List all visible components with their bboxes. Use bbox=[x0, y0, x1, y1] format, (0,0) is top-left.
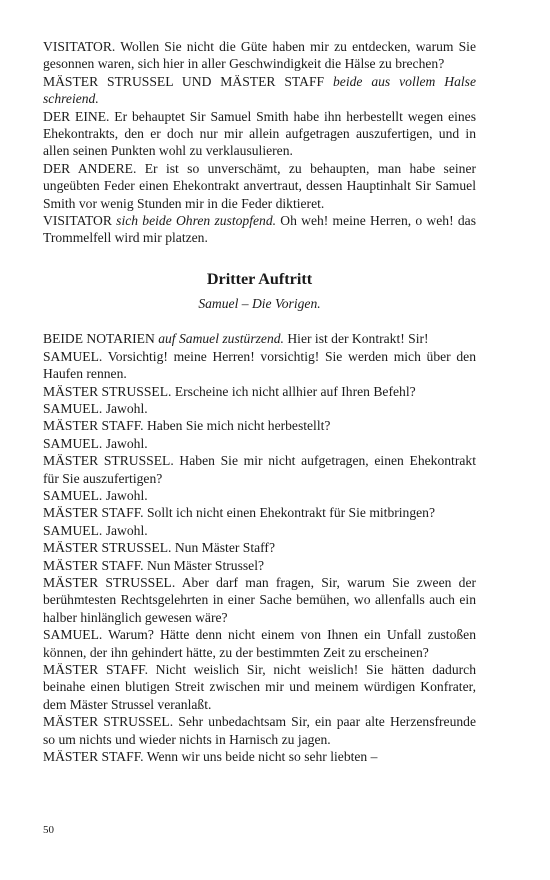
dialogue-line bbox=[43, 108, 476, 160]
speaker-name: MÄSTER STRUSSEL. bbox=[43, 383, 172, 399]
speaker-name: MÄSTER STRUSSEL UND MÄSTER STAFF bbox=[43, 73, 325, 89]
dialogue-line bbox=[43, 487, 476, 504]
speaker-name: MÄSTER STRUSSEL. bbox=[43, 574, 176, 590]
spoken-text: Nun Mäster Staff? bbox=[174, 540, 275, 556]
spoken-text: Wenn wir uns beide nicht so sehr liebten – bbox=[146, 749, 378, 765]
dialogue-line bbox=[43, 417, 476, 434]
dialogue-line bbox=[43, 748, 476, 765]
scene-title: Dritter Auftritt bbox=[206, 269, 313, 288]
speaker-name: SAMUEL. bbox=[43, 435, 103, 451]
spoken-text: Jawohl. bbox=[105, 487, 148, 503]
dialogue-line bbox=[43, 435, 476, 452]
speaker-name: VISITATOR. bbox=[43, 39, 116, 54]
dialogue-line bbox=[43, 557, 476, 574]
dialogue-before-scene bbox=[43, 38, 476, 247]
speaker-name: MÄSTER STRUSSEL. bbox=[43, 453, 174, 469]
speaker-name: SAMUEL. bbox=[43, 627, 103, 643]
speaker-name: SAMUEL. bbox=[43, 487, 103, 503]
spoken-text: Jawohl. bbox=[105, 522, 148, 538]
page-number: 50 bbox=[43, 824, 54, 836]
spoken-text: Nicht weislich Sir, nicht weislich! Sie hätten dadurch beinahe einen blutigen Streit zwischen mir und meinem würdigen Konfrater, dem Mäster Strussel veranlaßt. bbox=[43, 662, 476, 712]
speaker-name: BEIDE NOTARIEN bbox=[43, 331, 155, 347]
dialogue-line bbox=[43, 330, 476, 347]
spoken-text: Er behauptet Sir Samuel Smith habe ihn herbestellt wegen eines Ehekontrakts, den er doch nur mir allein aufgetragen auszufertigen, und in allen seinen Punkten wohl zu verklausulieren. bbox=[43, 108, 476, 159]
stage-direction: auf Samuel zustürzend. bbox=[158, 331, 284, 347]
spoken-text: Hier ist der Kontrakt! Sir! bbox=[287, 331, 429, 347]
spoken-text: Wollen Sie nicht die Güte haben mir zu entdecken, warum Sie gesonnen waren, sich hier in aller Geschwindigkeit die Hälse zu brechen? bbox=[43, 39, 476, 72]
spoken-text: Sehr unbedachtsam Sir, ein paar alte Herzensfreunde so um nichts und wieder nichts in Harnisch zu jagen. bbox=[43, 714, 477, 747]
speaker-name: DER ANDERE. bbox=[43, 160, 137, 176]
dialogue-line bbox=[43, 38, 476, 73]
speaker-name: SAMUEL. bbox=[43, 348, 103, 364]
spoken-text: Haben Sie mir nicht aufgetragen, einen Ehekontrakt für Sie auszufertigen? bbox=[43, 453, 476, 486]
spoken-text: Nun Mäster Strussel? bbox=[146, 557, 265, 573]
dialogue-line bbox=[43, 504, 476, 521]
dialogue-after-scene bbox=[43, 330, 476, 765]
dialogue-line bbox=[43, 400, 476, 417]
dialogue-line bbox=[43, 522, 476, 539]
spoken-text: Jawohl. bbox=[105, 435, 148, 451]
speaker-name: SAMUEL. bbox=[43, 400, 103, 416]
speaker-name: MÄSTER STAFF. bbox=[43, 418, 144, 434]
dialogue-line bbox=[43, 574, 476, 626]
scene-cast: Samuel – Die Vorigen. bbox=[198, 295, 321, 311]
spoken-text: Aber darf man fragen, Sir, warum Sie zween der berühmtesten Rechtsgelehrten in einer Sache bemühen, wo allenfalls auch ein halber hinlänglich gewesen wäre? bbox=[43, 574, 477, 625]
speaker-name: MÄSTER STAFF. bbox=[43, 749, 144, 765]
spoken-text: Erscheine ich nicht allhier auf Ihren Befehl? bbox=[174, 383, 416, 399]
spoken-text: Warum? Hätte denn nicht einem von Ihnen ein Unfall zustoßen können, der ihn gehindert hätte, zu der bestimmten Zeit zu erscheinen? bbox=[43, 627, 476, 660]
dialogue-line bbox=[43, 383, 476, 400]
spoken-text: Haben Sie mich nicht herbestellt? bbox=[146, 418, 331, 434]
spoken-text: Sollt ich nicht einen Ehekontrakt für Sie mitbringen? bbox=[146, 505, 436, 521]
dialogue-line bbox=[43, 160, 476, 212]
dialogue-line bbox=[43, 348, 476, 383]
speaker-name: MÄSTER STRUSSEL. bbox=[43, 714, 174, 730]
spoken-text: Vorsichtig! meine Herren! vorsichtig! Sie werden mich über den Haufen rennen. bbox=[43, 348, 477, 382]
dialogue-line bbox=[43, 212, 476, 247]
speaker-name: MÄSTER STAFF. bbox=[43, 557, 144, 573]
dialogue-line bbox=[43, 713, 476, 748]
spoken-text: Jawohl. bbox=[105, 400, 148, 416]
dialogue-line bbox=[43, 452, 476, 487]
speaker-name: MÄSTER STRUSSEL. bbox=[43, 540, 172, 556]
dialogue-line bbox=[43, 73, 476, 108]
speaker-name: DER EINE. bbox=[43, 108, 110, 124]
speaker-name: SAMUEL. bbox=[43, 522, 103, 538]
stage-direction: sich beide Ohren zustopfend. bbox=[116, 213, 277, 229]
speaker-name: VISITATOR bbox=[43, 213, 112, 229]
book-page bbox=[43, 38, 476, 765]
dialogue-line bbox=[43, 626, 476, 661]
spoken-text: Er ist so unverschämt, zu behaupten, man habe seiner ungeübten Feder einen Ehekontrakt anvertraut, dessen Hauptinhalt Sir Samuel Smith vor wenig Stunden mir in die Feder diktieret. bbox=[43, 160, 477, 211]
spoken-text: Oh weh! meine Herren, o weh! das Trommelfell wird mir platzen. bbox=[43, 213, 476, 246]
speaker-name: MÄSTER STAFF. bbox=[43, 662, 148, 677]
dialogue-line bbox=[43, 661, 476, 713]
dialogue-line bbox=[43, 539, 476, 556]
stage-direction: beide aus vollem Halse schreiend. bbox=[43, 73, 476, 107]
speaker-name: MÄSTER STAFF. bbox=[43, 505, 144, 521]
